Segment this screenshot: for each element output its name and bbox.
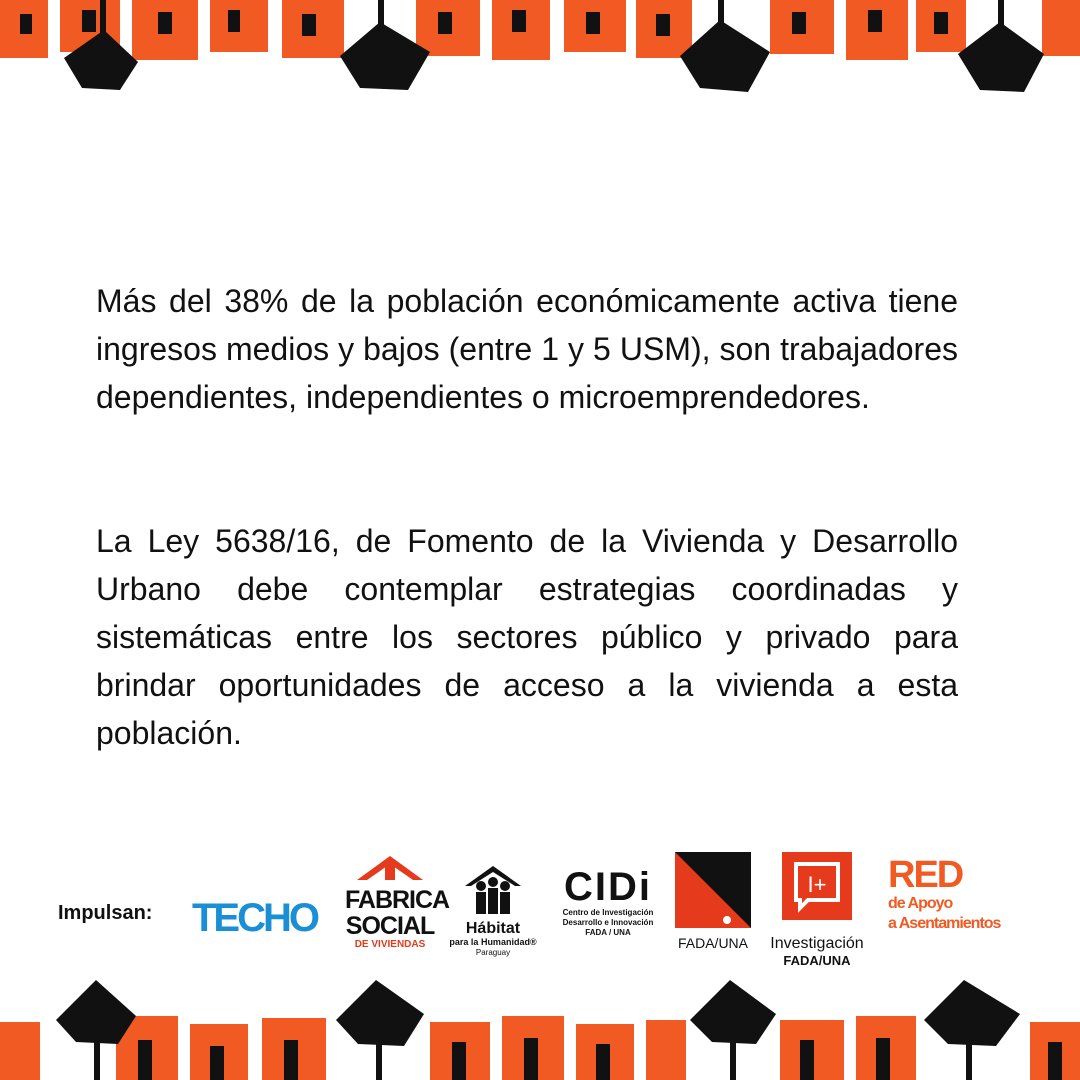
speech-bubble-icon	[782, 852, 852, 926]
paragraph-law: La Ley 5638/16, de Fomento de la Vivienda y Desarrollo Urbano debe contemplar estrategias coordinadas y sistemáticas entre los sectores público y privado para brindar oportunidades de acceso a la vivienda a esta población.	[96, 523, 958, 751]
cidi-mark: CIDi	[564, 865, 652, 909]
impulsan-label: Impulsan:	[58, 902, 153, 924]
cidi-line1: Centro de Investigación	[562, 908, 654, 917]
red-line3: a Asentamientos	[888, 915, 1001, 932]
red-line1: RED	[888, 854, 963, 896]
investigacion-logo	[762, 852, 872, 968]
habitat-line2: para la Humanidad®	[449, 937, 537, 947]
red-logo	[888, 856, 1000, 934]
fabrica-line3: DE VIVIENDAS	[354, 939, 426, 950]
roof-icon	[355, 852, 425, 882]
paragraph-statistics: Más del 38% de la población económicamente activa tiene ingresos medios y bajos (entre 1 y 5 USM), son trabajadores dependientes, independientes o microemprendedores.	[96, 283, 958, 415]
bottom-houses-border	[0, 980, 1080, 1080]
investigacion-mark: I+	[807, 872, 827, 897]
techo-logo: TECHO	[192, 896, 317, 940]
cidi-logo	[556, 866, 660, 938]
investigacion-line1: Investigación	[770, 935, 864, 952]
red-line2: de Apoyo	[888, 895, 953, 912]
habitat-line3: Paraguay	[475, 948, 511, 957]
fada-label: FADA/UNA	[677, 935, 748, 951]
fabrica-line2: SOCIAL	[345, 912, 435, 940]
investigacion-line2: FADA/UNA	[783, 953, 851, 968]
fabrica-social-logo	[345, 852, 450, 950]
cidi-line3: FADA / UNA	[585, 928, 631, 937]
fada-emblem-icon	[675, 852, 751, 928]
habitat-house-icon	[461, 864, 525, 916]
fabrica-line1: FABRICA	[345, 886, 450, 914]
habitat-logo	[448, 864, 538, 958]
top-houses-border	[0, 0, 1080, 100]
habitat-line1: Hábitat	[465, 920, 521, 937]
cidi-line2: Desarrollo e Innovación	[562, 918, 654, 927]
fada-logo	[674, 852, 752, 951]
